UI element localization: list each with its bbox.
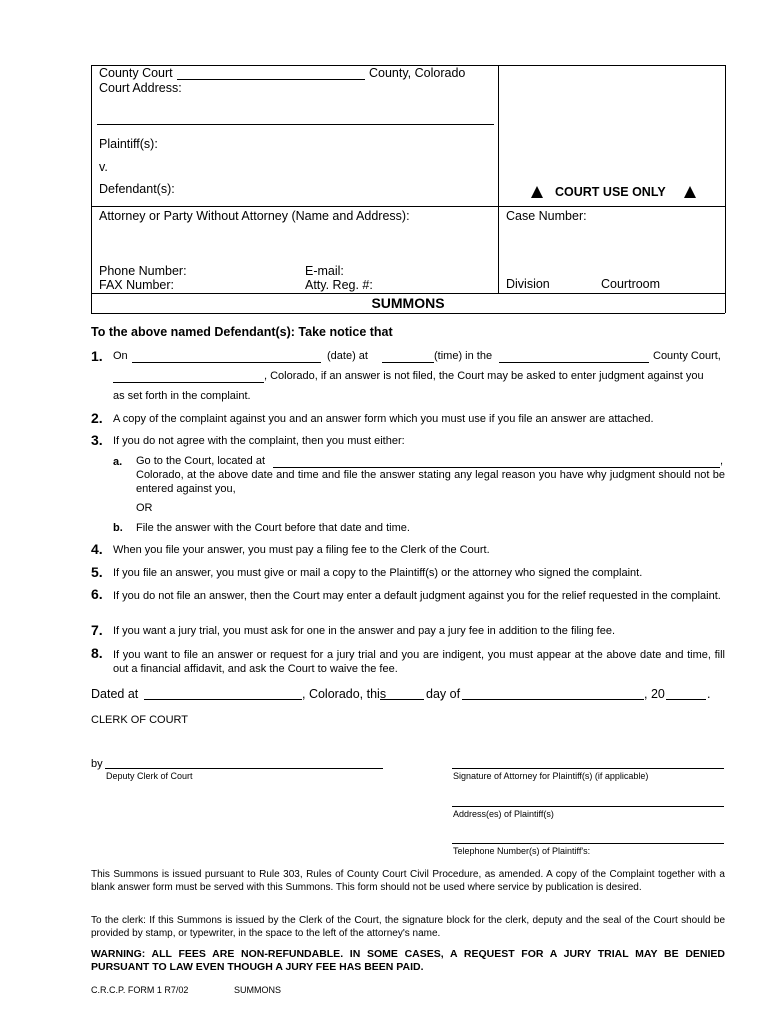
page-title: SUMMONS: [371, 295, 445, 311]
item3a-comma: ,: [720, 455, 724, 467]
item-number: 8.: [91, 645, 103, 661]
attorney-signature-line[interactable]: [452, 768, 724, 769]
item3a-text: Colorado, at the above date and time and file the answer stating any legal reason you have why judgment should not be entered against you,: [136, 469, 725, 495]
dated-at-blank[interactable]: [144, 699, 302, 700]
year-prefix: , 20: [644, 687, 665, 701]
county-colorado-label: County, Colorado: [369, 66, 466, 80]
item1-date-label: (date) at: [327, 350, 368, 362]
plaintiff-phone-line[interactable]: [452, 843, 724, 844]
sub-a-label: a.: [113, 456, 123, 468]
intro-text: To the above named Defendant(s): Take notice that: [91, 325, 393, 339]
defendants-label: Defendant(s):: [99, 182, 175, 196]
item1-time-label: (time) in the: [434, 350, 493, 362]
item8-text: If you want to file an answer or request for a jury trial and you are indigent, you must appear at the above date and time, fill out a financial affidavit, and ask the Court to waive the fee.: [113, 649, 725, 675]
case-number-label: Case Number:: [506, 209, 587, 223]
sub-b-label: b.: [113, 522, 123, 534]
item7-text: If you want a jury trial, you must ask for one in the answer and pay a jury fee in addition to the filing fee.: [113, 625, 615, 637]
warning-notice: WARNING: ALL FEES ARE NON-REFUNDABLE. IN SOME CASES, A REQUEST FOR A JURY TRIAL MAY BE DENIED PURSUANT TO LAW EVEN THOUGH A JURY FEE HAS BEEN PAID.: [91, 948, 725, 973]
item1-colorado-text: , Colorado, if an answer is not filed, the Court may be asked to enter judgment against you: [264, 370, 704, 382]
triangle-up-icon: [531, 186, 543, 198]
item2-text: A copy of the complaint against you and an answer form which you must use if you file an answer are attached.: [113, 413, 654, 425]
item6-text: If you do not file an answer, then the Court may enter a default judgment against you for the relief requested in the complaint.: [113, 590, 721, 602]
item3a-prefix: Go to the Court, located at: [136, 455, 266, 467]
division-label: Division: [506, 277, 550, 291]
court-use-only-label: COURT USE ONLY: [555, 185, 666, 199]
item-number: 5.: [91, 564, 103, 580]
item-number: 2.: [91, 410, 103, 426]
county-court-label: County Court: [99, 66, 173, 80]
plaintiff-address-line[interactable]: [452, 806, 724, 807]
item-number: 4.: [91, 541, 103, 557]
triangle-up-icon: [684, 186, 696, 198]
attorney-label: Attorney or Party Without Attorney (Name and Address):: [99, 209, 410, 223]
item1-on: On: [113, 350, 128, 362]
versus-label: v.: [99, 160, 108, 174]
clerk-of-court-label: CLERK OF COURT: [91, 714, 188, 726]
court-address-line[interactable]: [97, 124, 494, 125]
or-label: OR: [136, 502, 153, 514]
plaintiff-phone-label: Telephone Number(s) of Plaintiff's:: [453, 846, 591, 856]
year-suffix: .: [707, 687, 711, 701]
by-label: by: [91, 758, 103, 770]
plaintiffs-label: Plaintiff(s):: [99, 137, 158, 151]
form-name: SUMMONS: [234, 985, 281, 995]
plaintiff-address-label: Address(es) of Plaintiff(s): [453, 809, 554, 819]
phone-number-label: Phone Number:: [99, 264, 187, 278]
attorney-signature-label: Signature of Attorney for Plaintiff(s) (if applicable): [453, 771, 649, 781]
item1-time-blank[interactable]: [382, 362, 434, 363]
atty-reg-label: Atty. Reg. #:: [305, 278, 373, 292]
item3b-text: File the answer with the Court before that date and time.: [136, 522, 410, 534]
courtroom-label: Courtroom: [601, 277, 661, 291]
deputy-clerk-label: Deputy Clerk of Court: [106, 771, 193, 781]
item-number: 6.: [91, 586, 103, 602]
clerk-notice: To the clerk: If this Summons is issued by the Clerk of the Court, the signature block for the clerk, deputy and the seal of the Court should be provided by stamp, or typewriter, in the space to the left of the attorney's name.: [91, 915, 725, 939]
item1-city-blank[interactable]: [113, 382, 264, 383]
county-court-blank[interactable]: [177, 79, 365, 80]
item5-text: If you file an answer, you must give or mail a copy to the Plaintiff(s) or the attorney who signed the complaint.: [113, 567, 643, 579]
court-address-label: Court Address:: [99, 81, 182, 95]
fax-number-label: FAX Number:: [99, 278, 175, 292]
item1-county-label: County Court,: [653, 350, 721, 362]
year-blank[interactable]: [666, 699, 706, 700]
item3-text: If you do not agree with the complaint, then you must either:: [113, 435, 405, 447]
item-number: 1.: [91, 348, 103, 364]
day-blank[interactable]: [380, 699, 424, 700]
form-id: C.R.C.P. FORM 1 R7/02: [91, 985, 189, 995]
email-label: E-mail:: [305, 264, 344, 278]
day-of-label: day of: [426, 687, 461, 701]
item-number: 3.: [91, 432, 103, 448]
month-blank[interactable]: [462, 699, 644, 700]
deputy-signature-line[interactable]: [105, 768, 383, 769]
colorado-this-label: , Colorado, this: [302, 687, 387, 701]
item1-line3: as set forth in the complaint.: [113, 390, 251, 402]
dated-at-label: Dated at: [91, 687, 139, 701]
issued-notice: This Summons is issued pursuant to Rule 303, Rules of County Court Civil Procedure, as amended. A copy of the Complaint together with a blank answer form must be served with this Summons. This form should not be used where service by publication is desired.: [91, 869, 725, 893]
item-number: 7.: [91, 622, 103, 638]
item1-county-blank[interactable]: [499, 362, 649, 363]
item1-date-blank[interactable]: [132, 362, 321, 363]
item4-text: When you file your answer, you must pay a filing fee to the Clerk of the Court.: [113, 544, 490, 556]
